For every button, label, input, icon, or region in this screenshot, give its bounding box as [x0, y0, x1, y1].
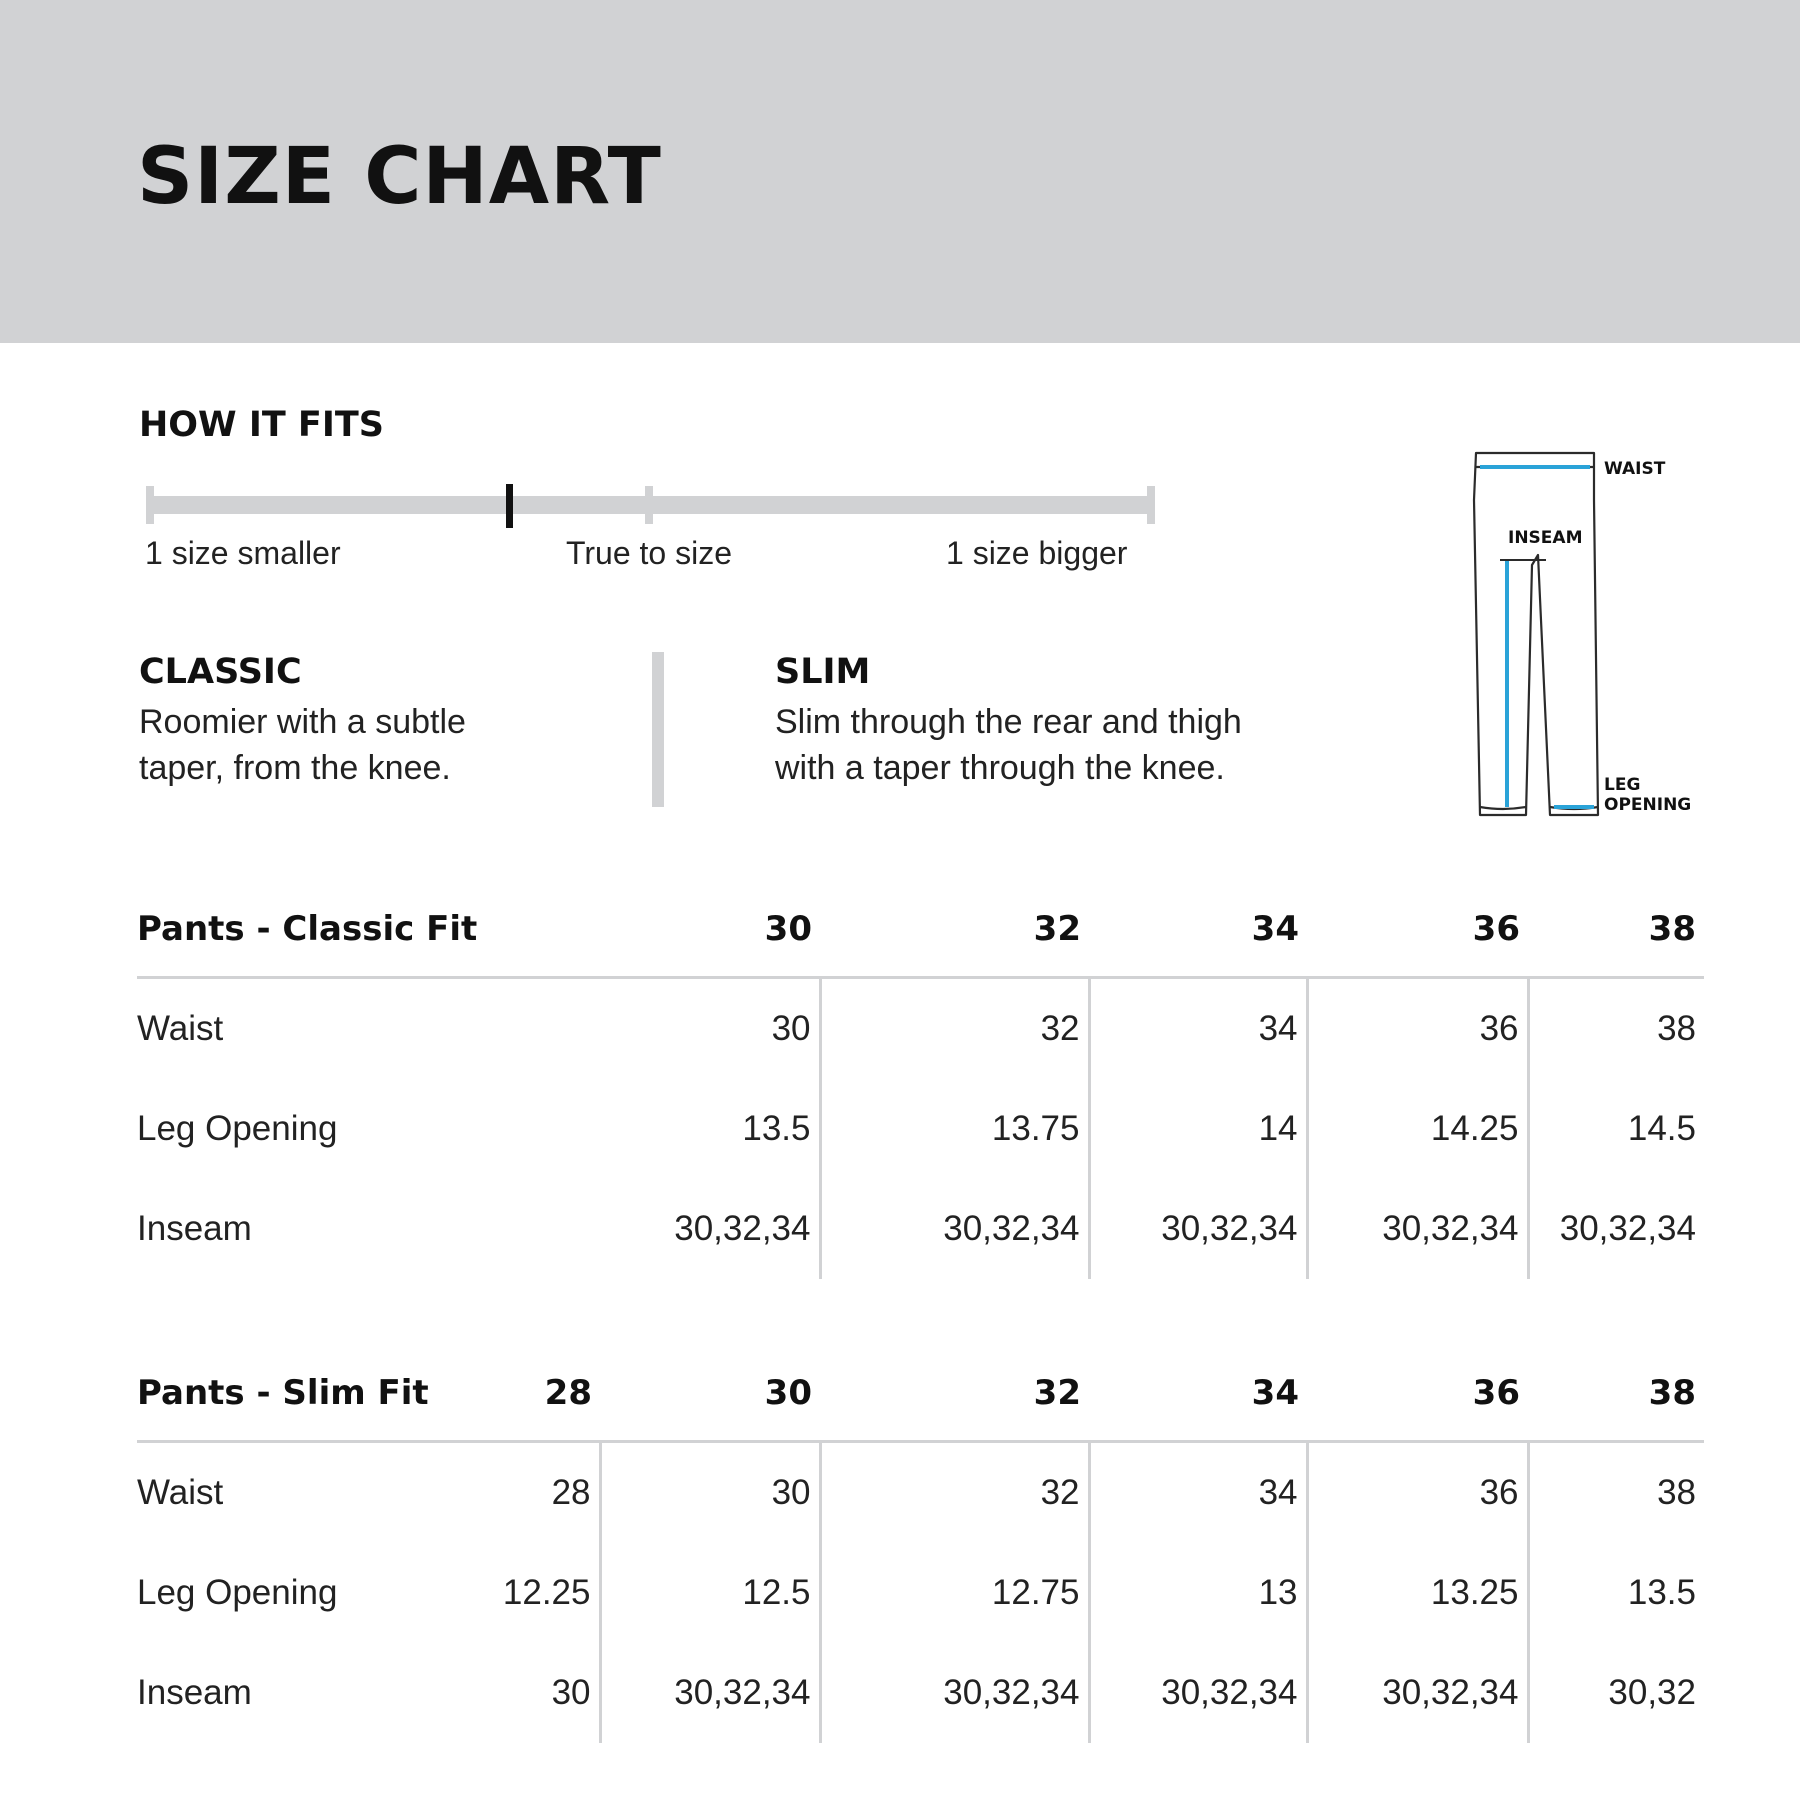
size-header: 38 [1528, 1346, 1704, 1442]
table-row [137, 1442, 1704, 1544]
pants-diagram [1470, 445, 1790, 825]
size-header: 36 [1307, 882, 1528, 978]
pants-outline-icon [1474, 453, 1598, 815]
table-title: Pants - Classic Fit [137, 882, 557, 978]
table-row [137, 1643, 1704, 1743]
row-label: Inseam [137, 1673, 252, 1712]
table-title: Pants - Slim Fit [137, 1346, 463, 1442]
fit-scale-tick-end [1147, 486, 1155, 524]
table-header-row [137, 882, 1704, 978]
size-header: 32 [820, 882, 1089, 978]
row-label: Leg Opening [137, 1573, 338, 1612]
table-cell: 14.5 [1528, 1079, 1704, 1179]
table-cell: 14.25 [1307, 1079, 1528, 1179]
fit-description-line: Slim through the rear and thigh [775, 703, 1242, 741]
fit-divider [652, 652, 664, 807]
row-label: Waist [137, 1009, 224, 1048]
table-cell: 30,32 [1528, 1643, 1704, 1743]
diagram-label-opening: OPENING [1604, 795, 1692, 815]
table-cell: 12.5 [600, 1543, 820, 1643]
table-cell: 32 [820, 1442, 1089, 1544]
size-header: 34 [1089, 882, 1307, 978]
table-cell: 13.75 [820, 1079, 1089, 1179]
table-cell: 30,32,34 [1089, 1643, 1307, 1743]
table-cell: 30,32,34 [1089, 1179, 1307, 1279]
fit-description-line: Roomier with a subtle [139, 703, 466, 741]
table-cell: 30,32,34 [820, 1179, 1089, 1279]
table-cell: 30,32,34 [1307, 1179, 1528, 1279]
row-label: Leg Opening [137, 1109, 338, 1148]
table-cell: 14 [1089, 1079, 1307, 1179]
fit-description-line: with a taper through the knee. [775, 749, 1225, 787]
fit-classic [139, 652, 466, 791]
table-cell: 36 [1307, 978, 1528, 1080]
fit-description [775, 699, 1242, 791]
table-cell: 34 [1089, 1442, 1307, 1544]
size-header: 34 [1089, 1346, 1307, 1442]
diagram-label-inseam: INSEAM [1508, 528, 1583, 548]
diagram-label-leg: LEG [1604, 775, 1641, 795]
table-cell: 12.75 [820, 1543, 1089, 1643]
diagram-label-leg-opening [1604, 775, 1691, 815]
table-row [137, 1079, 1704, 1179]
table-row [137, 1543, 1704, 1643]
scale-label-bigger: 1 size bigger [946, 535, 1128, 571]
size-header: 32 [820, 1346, 1089, 1442]
scale-label-true: True to size [566, 535, 732, 571]
measurement-lines-icon [1480, 467, 1594, 807]
table-cell: 30 [551, 1673, 591, 1712]
table-cell: 30,32,34 [1307, 1643, 1528, 1743]
size-header: 28 [463, 1346, 600, 1442]
table-cell: 13.5 [742, 1109, 811, 1148]
table-cell: 30,32,34 [1528, 1179, 1704, 1279]
page-title: SIZE CHART [137, 132, 662, 222]
table-cell: 30,32,34 [674, 1209, 811, 1248]
table-cell: 36 [1307, 1442, 1528, 1544]
table-cell: 30,32,34 [600, 1643, 820, 1743]
how-it-fits-title: HOW IT FITS [139, 405, 384, 445]
table-cell: 13 [1089, 1543, 1307, 1643]
table-header-row [137, 1346, 1704, 1442]
table-cell: 30 [771, 1009, 811, 1048]
fit-name: CLASSIC [139, 652, 302, 692]
fit-description-line: taper, from the knee. [139, 749, 451, 787]
classic-fit-table [137, 882, 1704, 1279]
fit-description [139, 699, 466, 791]
slim-fit-table [137, 1346, 1704, 1743]
table-row [137, 1179, 1704, 1279]
table-cell: 32 [820, 978, 1089, 1080]
table-cell: 28 [551, 1473, 591, 1512]
diagram-label-waist: WAIST [1604, 459, 1666, 479]
fit-slim [775, 652, 1242, 791]
fit-scale-marker [506, 484, 513, 528]
size-header: 30 [600, 1346, 820, 1442]
scale-label-smaller: 1 size smaller [145, 535, 341, 571]
table-cell: 38 [1528, 978, 1704, 1080]
fit-scale-tick-middle [645, 486, 653, 524]
table-cell: 30 [600, 1442, 820, 1544]
table-cell: 12.25 [502, 1573, 591, 1612]
size-header: 38 [1528, 882, 1704, 978]
size-header: 36 [1307, 1346, 1528, 1442]
table-cell: 34 [1089, 978, 1307, 1080]
table-cell: 13.25 [1307, 1543, 1528, 1643]
table-cell: 38 [1528, 1442, 1704, 1544]
size-header: 30 [557, 882, 820, 978]
row-label: Waist [137, 1473, 224, 1512]
table-row [137, 978, 1704, 1080]
row-label: Inseam [137, 1209, 252, 1248]
table-cell: 30,32,34 [820, 1643, 1089, 1743]
fit-scale-tick-start [146, 486, 154, 524]
table-cell: 13.5 [1528, 1543, 1704, 1643]
fit-name: SLIM [775, 652, 871, 692]
